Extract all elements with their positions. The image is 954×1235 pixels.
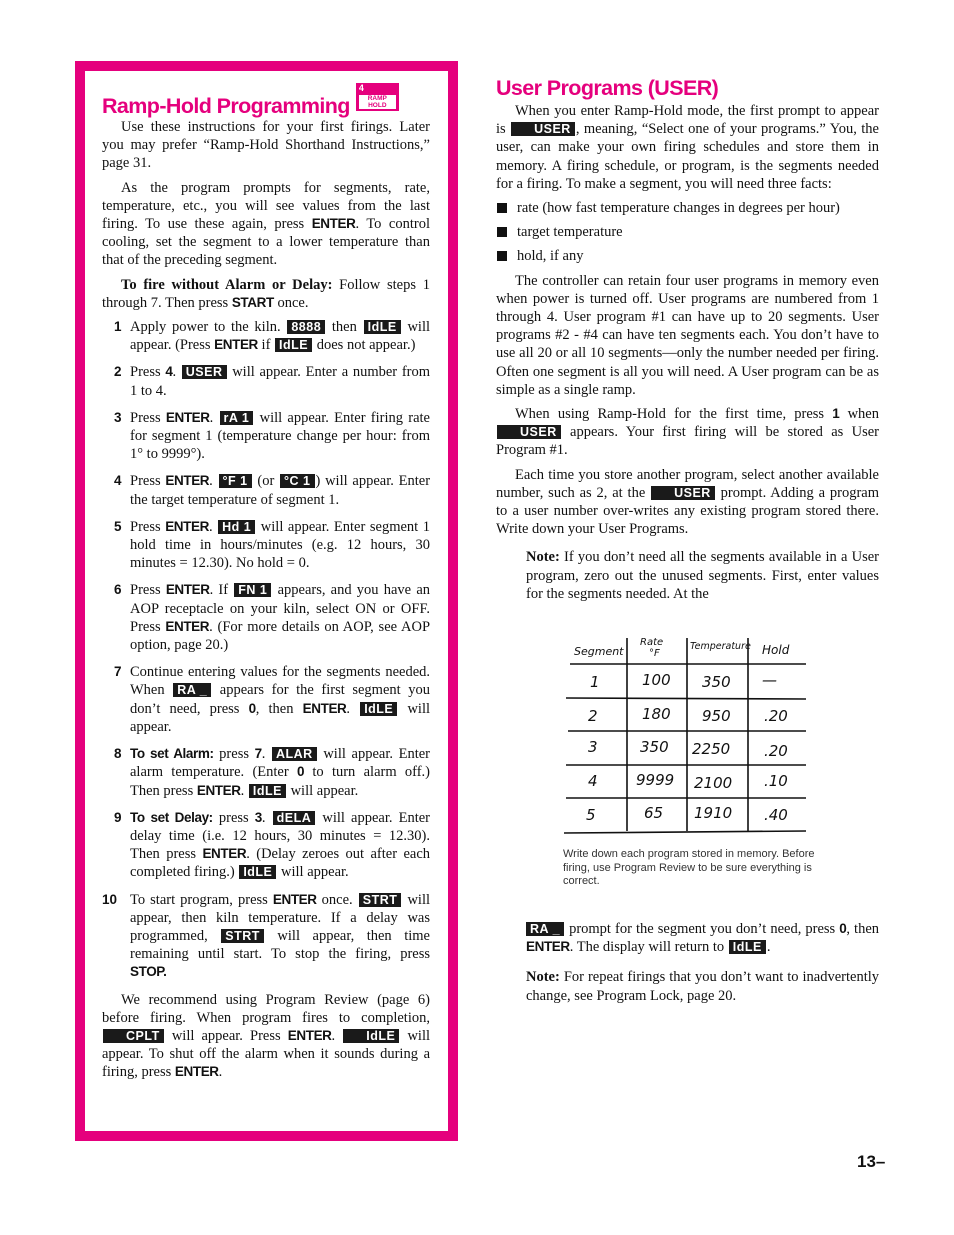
text: . <box>209 409 214 426</box>
lcd-display: ALAR <box>272 747 317 761</box>
lcd-display: IdLE <box>729 940 766 954</box>
text: . <box>172 364 177 381</box>
zero-out-paragraph <box>526 920 879 956</box>
text: Press <box>130 582 161 599</box>
text: does not appear.) <box>313 337 416 354</box>
text: appears, and you have an AOP receptacle on your kiln, select ON or OFF. Press <box>130 582 430 635</box>
text: to turn alarm off.) Then press <box>130 764 430 799</box>
lcd-display: USER <box>497 425 561 439</box>
user-programs-continued <box>526 920 879 1005</box>
step-number: 10 <box>102 891 118 907</box>
note-label: Note: <box>526 549 560 566</box>
fire-without-alarm-paragraph <box>102 276 430 312</box>
step-number: 8 <box>114 746 122 762</box>
bullet-square-icon <box>497 251 507 261</box>
table-cell: .20 <box>764 707 788 725</box>
text: will appear. <box>277 864 349 881</box>
text: will appear. To shut off the alarm when it sounds during a firing, press <box>102 1027 431 1081</box>
table-cell: .10 <box>764 772 788 790</box>
table-cell: 2250 <box>692 740 731 758</box>
bullet-square-icon <box>497 203 507 213</box>
table-cell: 4 <box>588 772 598 790</box>
text: . The display will return to <box>569 939 725 956</box>
key-3: 3 <box>254 809 262 825</box>
table-cell: — <box>762 671 777 689</box>
table-cell: .20 <box>764 742 788 760</box>
lcd-display: IdLE <box>275 338 312 352</box>
enter-key: ENTER <box>196 782 241 798</box>
badge-label <box>359 95 396 109</box>
text: . (For more details on AOP, see AOP option, page 20.) <box>130 618 431 654</box>
section-title-user-programs: User Programs (USER) <box>496 76 719 100</box>
table-caption: Write down each program stored in memory. Before firing, use Program Review to be sure everything is correct. <box>563 848 815 887</box>
table-cell: 350 <box>640 738 669 756</box>
text: appears for the first segment you don’t need, press <box>130 682 430 717</box>
lcd-display: RA _ <box>526 922 564 936</box>
text: press <box>213 746 249 763</box>
step-number: 1 <box>114 319 122 335</box>
header-rate-line2: °F <box>649 648 660 659</box>
text: . <box>240 782 245 799</box>
step-2 <box>102 363 430 399</box>
key-0: 0 <box>296 764 305 780</box>
text: For repeat firings that you don’t want to inadvertently change, see Program Lock, page 20. <box>526 969 879 1004</box>
row-rule <box>566 698 806 699</box>
lcd-display: rA 1 <box>220 411 254 425</box>
text: . <box>261 809 266 826</box>
text: will appear. Enter delay time (i.e. 12 hours, 30 minutes = 12.30). Then press <box>130 809 431 863</box>
list-item <box>496 247 879 265</box>
enter-key: ENTER <box>165 618 210 634</box>
enter-key: ENTER <box>165 409 210 425</box>
cooling-paragraph <box>102 179 430 270</box>
handwritten-program-table <box>562 630 812 840</box>
text: prompt. Adding a program to a user number over-writes any existing program stored there. Write down your User Programs. <box>496 484 879 538</box>
step-4 <box>102 472 430 508</box>
key-1: 1 <box>832 406 840 422</box>
lcd-display: STRT <box>359 893 402 907</box>
step-number: 6 <box>114 582 122 598</box>
row-rule <box>564 831 806 833</box>
header-temperature: Temperature <box>690 641 751 652</box>
badge-number: 4 <box>358 83 364 93</box>
table-cell: 3 <box>588 738 598 756</box>
note-label: Note: <box>526 969 560 986</box>
text: will appear. Enter segment 1 hold time in hours/minutes (e.g. 12 hours, 30 minutes = 12.30). No hold = 0. <box>130 518 431 572</box>
text: Apply power to the kiln. <box>130 319 281 336</box>
step-number: 4 <box>114 473 122 489</box>
enter-key: ENTER <box>165 473 210 489</box>
table-cell: 1 <box>590 673 600 691</box>
text: . <box>261 746 266 763</box>
text: , then <box>846 921 880 937</box>
text: ) will appear. Enter the target temperature of segment 1. <box>130 473 431 508</box>
text: Press <box>130 518 161 535</box>
text: . If <box>209 582 229 599</box>
step-7 <box>102 663 430 736</box>
lcd-display: IdLE <box>239 865 276 879</box>
step-8 <box>102 745 430 800</box>
segment-facts-list <box>496 199 879 266</box>
lcd-display: IdLE <box>364 320 401 334</box>
program-review-paragraph <box>102 991 430 1082</box>
text: appears. Your first firing will be stored as User Program #1. <box>496 424 879 459</box>
table-lines <box>564 638 806 833</box>
section-title-ramp-hold <box>102 83 430 118</box>
text: once. <box>273 294 309 311</box>
table-cell: 180 <box>642 705 671 723</box>
table-cell: 2 <box>588 707 598 725</box>
lcd-display: IdLE <box>360 702 397 716</box>
key-7: 7 <box>254 746 262 762</box>
badge-label-line2: HOLD <box>368 102 387 109</box>
start-key: START <box>231 294 274 310</box>
enter-key: ENTER <box>174 1064 219 1080</box>
ramp-hold-panel <box>75 61 458 1141</box>
lcd-display: USER <box>651 486 715 500</box>
text: We recommend using Program Review (page 6) before firing. When program fires to completion, <box>102 991 430 1026</box>
step-1 <box>102 318 430 354</box>
user-intro-paragraph <box>496 102 879 193</box>
step-6 <box>102 581 430 654</box>
text: Each time you store another program, select another available number, such as 2, at the <box>496 466 879 501</box>
text: Continue entering values for the segments needed. When <box>130 664 430 699</box>
store-program-paragraph <box>496 466 879 539</box>
lcd-display: USER <box>511 122 575 136</box>
lcd-display: °C 1 <box>280 474 314 488</box>
text: will appear. (Press <box>130 319 431 354</box>
header-rate-line1: Rate <box>640 637 664 648</box>
text: when <box>839 406 879 423</box>
memory-paragraph: The controller can retain four user programs in memory even when power is turned off. User programs are numbered from 1 through 4. User program #1 can have up to 20 segments. User programs #2 - #4 can have ten segments each. You don’t have to use all 20 or all 10 segments—only the number needed per firing. Often one segment is all you will need. A User program can be as simple as a single ramp. <box>496 272 879 398</box>
enter-key: ENTER <box>526 939 570 955</box>
text: , then <box>255 700 294 717</box>
text: . <box>208 518 213 535</box>
page-number: 13– <box>857 1152 886 1171</box>
text: To start program, press <box>130 891 268 908</box>
text: Follow steps 1 through 7. Then press <box>102 276 430 311</box>
lcd-display: STRT <box>221 929 264 943</box>
first-time-paragraph <box>496 405 879 460</box>
stop-key: STOP. <box>130 964 167 980</box>
text: If you don’t need all the segments available in a User program, zero out the unused segments. First, enter values for the segments needed. At the <box>526 549 879 602</box>
enter-key: ENTER <box>165 518 209 534</box>
text: (or <box>252 473 275 490</box>
text: will appear. <box>286 782 359 799</box>
enter-key: ENTER <box>311 216 356 232</box>
enter-key: ENTER <box>214 337 258 353</box>
text: . <box>766 939 771 956</box>
text: if <box>257 337 271 354</box>
table-cell: 2100 <box>694 774 733 792</box>
key-0: 0 <box>248 700 256 716</box>
lcd-display: °F 1 <box>219 474 252 488</box>
table-cell: 350 <box>702 673 731 691</box>
bold-lead: To set Delay: <box>130 809 213 825</box>
lcd-display: Hd 1 <box>218 520 255 534</box>
text: As the program prompts for segments, rate, temperature, etc., you will see values from the last firing. To use these again, press <box>102 179 430 233</box>
step-number: 5 <box>114 518 122 534</box>
note-program-lock <box>526 968 879 1004</box>
text: will appear. Enter firing rate for segment 1 (temperature change per hour: from 1° to 9999°). <box>130 409 430 463</box>
lcd-display: FN 1 <box>234 583 271 597</box>
key-4: 4 <box>165 364 173 380</box>
lcd-display: IdLE <box>249 784 286 798</box>
bold-lead: To set Alarm: <box>130 746 214 762</box>
lcd-display: 8888 <box>287 320 325 334</box>
bullet-square-icon <box>497 227 507 237</box>
enter-key: ENTER <box>165 582 210 598</box>
text: press <box>212 809 249 826</box>
title-text: Ramp-Hold Programming <box>102 94 350 118</box>
text: rate (how fast temperature changes in degrees per hour) <box>517 200 840 217</box>
step-number: 9 <box>114 809 122 825</box>
text: then <box>326 319 357 336</box>
lcd-display: dELA <box>273 811 316 825</box>
table-cell: 100 <box>642 671 671 689</box>
text: hold, if any <box>517 248 584 265</box>
steps-list <box>102 318 430 982</box>
table-cell: 1910 <box>694 804 733 822</box>
ramp-hold-content <box>102 83 430 1088</box>
step-number: 3 <box>114 409 122 425</box>
lcd-display: CPLT <box>103 1029 164 1043</box>
key-0: 0 <box>839 921 847 936</box>
header-rate <box>640 637 663 659</box>
text: When using Ramp-Hold for the first time, press <box>515 406 825 423</box>
header-hold: Hold <box>762 643 790 657</box>
text: will appear. Press <box>164 1027 281 1044</box>
step-number: 7 <box>114 664 122 680</box>
step-5 <box>102 518 430 573</box>
text: will appear. <box>130 700 430 735</box>
enter-key: ENTER <box>202 846 247 862</box>
step-10 <box>102 891 430 982</box>
table-cell: .40 <box>764 806 788 824</box>
text: once. <box>316 891 353 908</box>
list-item <box>496 199 879 217</box>
user-programs-section <box>496 76 879 603</box>
text: . (Delay zeroes out after each completed firing.) <box>130 846 431 881</box>
lcd-display: IdLE <box>343 1029 399 1043</box>
text: Press <box>130 473 161 490</box>
text: When you enter Ramp-Hold mode, the first prompt to appear is <box>496 103 879 138</box>
header-segment: Segment <box>574 645 624 658</box>
lcd-display: USER <box>182 365 227 379</box>
enter-key: ENTER <box>302 700 347 716</box>
text: . <box>346 700 351 717</box>
text: target temperature <box>517 224 623 241</box>
table-cell: 9999 <box>636 771 675 789</box>
text: . <box>218 1064 223 1081</box>
text: will appear. Enter a number from 1 to 4. <box>130 364 431 399</box>
step-9 <box>102 809 430 882</box>
badge-label-line1: RAMP <box>367 95 387 102</box>
table-cell: 950 <box>702 707 731 725</box>
text: will appear. Enter alarm temperature. (Enter <box>130 746 430 781</box>
text: Press <box>130 364 161 381</box>
intro-paragraph: Use these instructions for your first firings. Later you may prefer “Ramp-Hold Shorthand Instructions,” page 31. <box>102 119 430 172</box>
table-header <box>574 637 790 659</box>
note-zero-segments <box>526 548 879 603</box>
table-cell: 5 <box>586 806 596 824</box>
text: Press <box>130 409 161 426</box>
text: . <box>209 473 213 490</box>
step-number: 2 <box>114 364 122 380</box>
text: . <box>331 1027 336 1044</box>
list-item <box>496 223 879 241</box>
text: prompt for the segment you don’t need, press <box>565 921 836 937</box>
text: , meaning, “Select one of your programs.” You, the user, can make your own firing schedules and store them in memory. A firing schedule, or program, is the segments needed for a firing. To make a segment, you will need three facts: <box>496 121 879 192</box>
lcd-display: RA _ <box>173 683 211 697</box>
bold-lead: To fire without Alarm or Delay: <box>121 276 333 293</box>
text: will appear, then kiln temperature. If a delay was programmed, <box>130 891 431 944</box>
enter-key: ENTER <box>272 891 317 907</box>
enter-key: ENTER <box>287 1027 332 1043</box>
table-cell: 65 <box>644 804 664 822</box>
text: . To control cooling, set the segment to a lower temperature than that of the preceding segment. <box>102 216 431 269</box>
ramp-hold-badge-icon <box>356 83 399 111</box>
step-3 <box>102 409 430 464</box>
text: will appear, then time remaining until start. To stop the firing, press <box>130 927 430 963</box>
